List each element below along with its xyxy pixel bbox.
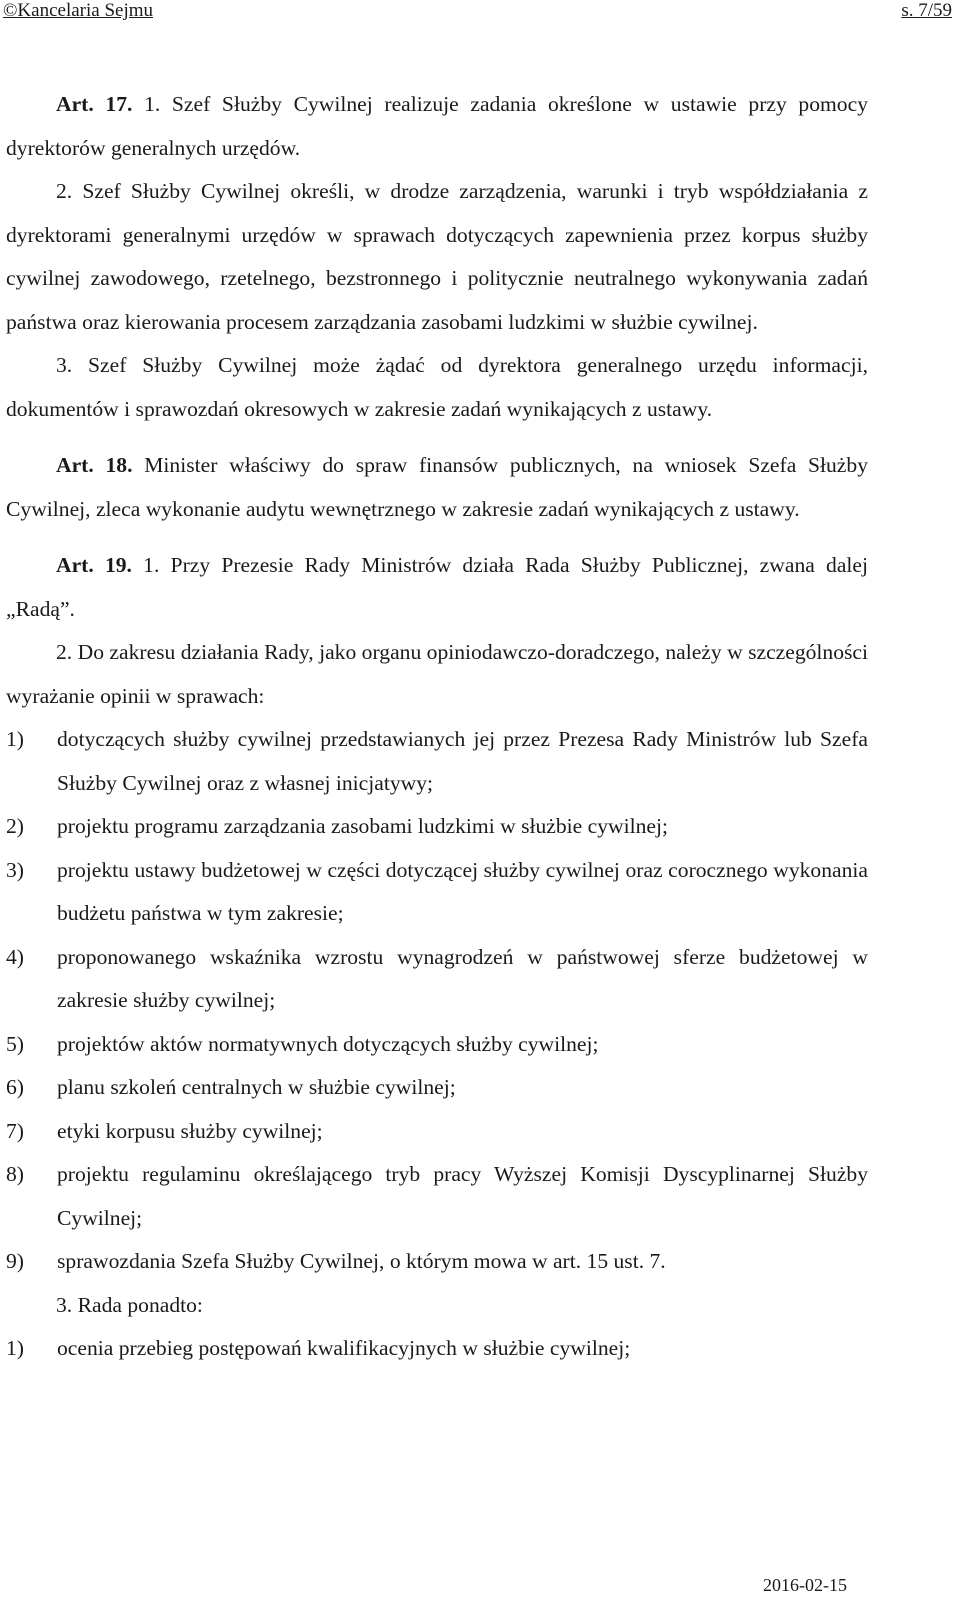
art17-paragraph-3: 3. Szef Służby Cywilnej może żądać od dyrektora generalnego urzędu informacji, dokumentów i sprawozdań okresowych w zakresie zadań wynikających z ustawy. (6, 353, 868, 421)
art18-paragraph (6, 444, 868, 531)
art18-text: Minister właściwy do spraw finansów publicznych, na wniosek Szefa Służby Cywilnej, zleca wykonanie audytu wewnętrznego w zakresie zadań wynikających z ustawy. (6, 453, 868, 521)
page-number: s. 7/59 (901, 0, 952, 21)
list-item-number: 8) (6, 1162, 24, 1186)
list-item (6, 1327, 868, 1371)
list-item-number: 3) (6, 857, 24, 882)
art17-label: Art. 17. (56, 92, 133, 116)
list-item-number: 7) (6, 1118, 24, 1143)
list-item-text: projektu ustawy budżetowej w części dotyczącej służby cywilnej oraz corocznego wykonania budżetu państwa w tym zakresie; (57, 857, 868, 925)
art17-text-1: 1. Szef Służby Cywilnej realizuje zadania określone w ustawie przy pomocy dyrektorów generalnych urzędów. (6, 92, 868, 160)
list-item-text: sprawozdania Szefa Służby Cywilnej, o którym mowa w art. 15 ust. 7. (57, 1249, 666, 1273)
list-item (6, 805, 868, 849)
art19-text-1: 1. Przy Prezesie Rady Ministrów działa Rada Służby Publicznej, zwana dalej „Radą”. (6, 553, 868, 621)
list-item-text: projektów aktów normatywnych dotyczących służby cywilnej; (57, 1031, 599, 1056)
list-item-text: dotyczących służby cywilnej przedstawianych jej przez Prezesa Rady Ministrów lub Szefa Służby Cywilnej oraz z własnej inicjatywy; (57, 727, 868, 795)
list-item-number: 2) (6, 814, 24, 838)
art19-items-list-2 (6, 1327, 868, 1371)
list-item-number: 4) (6, 944, 24, 969)
list-item (6, 1240, 868, 1284)
list-item (6, 1153, 868, 1240)
art17-paragraph-1 (6, 83, 868, 170)
list-item (6, 1023, 868, 1067)
list-item (6, 849, 868, 936)
art17-paragraph-2: 2. Szef Służby Cywilnej określi, w drodze zarządzenia, warunki i tryb współdziałania z dyrektorami generalnymi urzędów w sprawach dotyczących zapewnienia przez korpus służby cywilnej zawodowego, rzetelnego, bezstronnego i politycznie neutralnego wykonywania zadań państwa oraz kierowania procesem zarządzania zasobami ludzkimi w służbie cywilnej. (6, 179, 868, 334)
list-item (6, 936, 868, 1023)
art18-label: Art. 18. (56, 453, 133, 477)
list-item (6, 1110, 868, 1154)
list-item-text: projektu regulaminu określającego tryb pracy Wyższej Komisji Dyscyplinarnej Służby Cywilnej; (57, 1162, 868, 1230)
page-header (0, 0, 960, 26)
document-date: 2016-02-15 (763, 1575, 847, 1595)
art19-paragraph-1 (6, 544, 868, 631)
publisher-label: ©Kancelaria Sejmu (3, 0, 154, 21)
list-item-text: planu szkoleń centralnych w służbie cywilnej; (57, 1075, 456, 1099)
art19-label: Art. 19. (56, 553, 132, 577)
list-item-text: projektu programu zarządzania zasobami ludzkimi w służbie cywilnej; (57, 814, 669, 838)
list-item-text: etyki korpusu służby cywilnej; (57, 1118, 323, 1143)
list-item-text: ocenia przebieg postępowań kwalifikacyjnych w służbie cywilnej; (57, 1336, 631, 1360)
list-item-number: 9) (6, 1249, 24, 1273)
list-item-number: 1) (6, 1336, 24, 1360)
list-item-number: 1) (6, 727, 24, 751)
list-item-text: proponowanego wskaźnika wzrostu wynagrodzeń w państwowej sferze budżetowej w zakresie służby cywilnej; (57, 944, 868, 1012)
art19-items-list (6, 718, 868, 1284)
list-item (6, 1066, 868, 1110)
art19-paragraph-3: 3. Rada ponadto: (56, 1292, 203, 1317)
list-item-number: 5) (6, 1031, 24, 1056)
art19-paragraph-2: 2. Do zakresu działania Rady, jako organu opiniodawczo-doradczego, należy w szczególności wyrażanie opinii w sprawach: (6, 640, 868, 708)
list-item (6, 718, 868, 805)
document-body (6, 83, 868, 1371)
list-item-number: 6) (6, 1075, 24, 1099)
